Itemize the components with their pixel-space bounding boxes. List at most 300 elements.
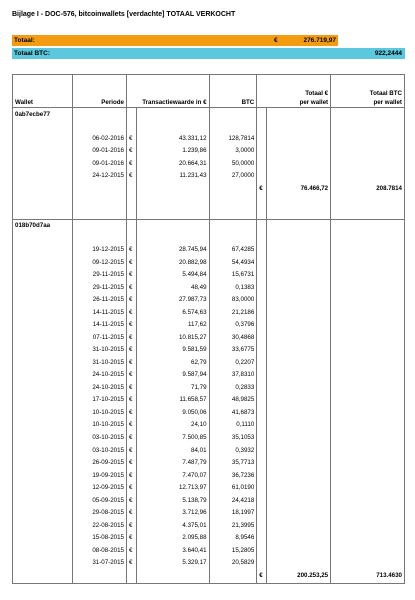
total-eur-label: Totaal: [14,37,35,44]
table-row [13,406,405,419]
empty-cell [267,394,331,407]
euro-symbol: € [127,306,137,319]
empty-cell [13,456,73,469]
empty-cell [209,121,257,132]
transaction-eur: 20.664,31 [136,157,209,170]
empty-cell [13,132,73,145]
header-total-btc-line2: per wallet [373,99,402,107]
empty-cell [257,506,267,519]
empty-cell [257,157,267,170]
transaction-btc: 61,0190 [209,481,257,494]
spacer-row [13,232,405,243]
table-row [13,145,405,158]
table-row [13,519,405,532]
total-eur-currency: € [274,37,278,44]
empty-cell [13,469,73,482]
empty-cell [13,569,73,584]
empty-cell [136,207,209,219]
empty-cell [72,196,126,207]
transaction-date: 19-09-2015 [72,469,126,482]
empty-cell [331,369,405,382]
empty-cell [267,456,331,469]
transaction-eur: 12.713,97 [136,481,209,494]
transaction-date: 14-11-2015 [72,306,126,319]
empty-cell [267,269,331,282]
spacer-row [13,121,405,132]
transaction-eur: 27.987,73 [136,294,209,307]
header-total-eur-line1: Totaal € [305,90,329,98]
transaction-eur: 5.494,84 [136,269,209,282]
empty-cell [257,369,267,382]
empty-cell [13,544,73,557]
empty-cell [267,232,331,243]
empty-cell [257,232,267,243]
table-row [13,331,405,344]
transaction-btc: 21,2186 [209,306,257,319]
euro-symbol: € [127,531,137,544]
transaction-eur: 11.231,43 [136,170,209,183]
transaction-date: 24-10-2015 [72,369,126,382]
empty-cell [209,232,257,243]
table-row [13,356,405,369]
empty-cell [267,157,331,170]
table-row [13,344,405,357]
transaction-btc: 50,0000 [209,157,257,170]
empty-cell [331,519,405,532]
empty-cell [13,281,73,294]
euro-symbol: € [127,544,137,557]
transaction-eur: 7.487,79 [136,456,209,469]
empty-cell [331,132,405,145]
transaction-date: 17-10-2015 [72,394,126,407]
wallet-total-eur: 200.253,25 [267,569,331,584]
transaction-date: 03-10-2015 [72,431,126,444]
empty-cell [267,319,331,332]
transaction-eur: 48,49 [136,281,209,294]
transaction-btc: 37,8310 [209,369,257,382]
table-row [13,531,405,544]
empty-cell [257,132,267,145]
table-row [13,556,405,569]
empty-cell [136,121,209,132]
empty-cell [13,170,73,183]
transaction-btc: 33,6775 [209,344,257,357]
empty-cell [13,494,73,507]
table-row [13,381,405,394]
wallet-table [12,74,405,584]
transaction-eur: 1.239,86 [136,145,209,158]
transaction-btc: 20,5829 [209,556,257,569]
empty-cell [267,170,331,183]
empty-cell [257,207,267,219]
header-btc: BTC [209,75,257,108]
transaction-btc: 0,1383 [209,281,257,294]
empty-cell [13,232,73,243]
euro-symbol: € [127,132,137,145]
empty-cell [267,121,331,132]
empty-cell [257,170,267,183]
transaction-eur: 4.375,01 [136,519,209,532]
wallet-id-row [13,108,405,121]
empty-cell [267,494,331,507]
empty-cell [13,319,73,332]
transaction-date: 22-08-2015 [72,519,126,532]
transaction-eur: 5.138,79 [136,494,209,507]
empty-cell [257,281,267,294]
empty-cell [72,108,126,121]
table-row [13,319,405,332]
empty-cell [257,531,267,544]
empty-cell [72,569,126,584]
table-row [13,506,405,519]
transaction-eur: 28.745,94 [136,244,209,257]
transaction-eur: 7.500,85 [136,431,209,444]
empty-cell [13,394,73,407]
euro-symbol: € [127,556,137,569]
header-total-btc [331,75,405,108]
table-row [13,269,405,282]
transaction-eur: 20.882,98 [136,256,209,269]
euro-symbol: € [127,494,137,507]
empty-cell [136,569,209,584]
empty-cell [331,431,405,444]
empty-cell [257,519,267,532]
wallet-id-row [13,219,405,232]
empty-cell [267,406,331,419]
empty-cell [257,108,267,121]
transaction-date: 24-10-2015 [72,381,126,394]
empty-cell [13,157,73,170]
transaction-eur: 6.574,63 [136,306,209,319]
empty-cell [13,419,73,432]
transaction-eur: 43.331,12 [136,132,209,145]
wallet-total-row [13,182,405,196]
empty-cell [257,469,267,482]
empty-cell [257,145,267,158]
euro-symbol: € [127,331,137,344]
empty-cell [267,481,331,494]
table-row [13,481,405,494]
empty-cell [257,331,267,344]
empty-cell [331,331,405,344]
empty-cell [267,256,331,269]
empty-cell [13,182,73,196]
spacer-row [13,207,405,219]
empty-cell [257,394,267,407]
empty-cell [13,331,73,344]
empty-cell [331,456,405,469]
empty-cell [127,196,137,207]
total-eur-band [12,35,338,46]
total-btc-band [12,48,405,59]
empty-cell [331,256,405,269]
transaction-date: 09-01-2016 [72,157,126,170]
euro-symbol: € [127,444,137,457]
empty-cell [257,444,267,457]
empty-cell [267,356,331,369]
transaction-btc: 0,3796 [209,319,257,332]
header-wallet: Wallet [13,75,73,108]
empty-cell [331,157,405,170]
empty-cell [257,294,267,307]
empty-cell [257,356,267,369]
empty-cell [267,207,331,219]
transaction-eur: 62,79 [136,356,209,369]
empty-cell [13,121,73,132]
empty-cell [13,506,73,519]
transaction-date: 26-11-2015 [72,294,126,307]
empty-cell [13,344,73,357]
wallet-table-body [13,75,405,584]
empty-cell [13,531,73,544]
transaction-btc: 30,4868 [209,331,257,344]
empty-cell [331,281,405,294]
table-row [13,394,405,407]
empty-cell [267,132,331,145]
empty-cell [257,406,267,419]
empty-cell [331,145,405,158]
empty-cell [257,219,267,232]
empty-cell [267,108,331,121]
euro-symbol: € [127,469,137,482]
header-periode: Periode [72,75,126,108]
euro-symbol: € [127,369,137,382]
euro-symbol: € [127,294,137,307]
empty-cell [13,381,73,394]
euro-symbol: € [127,481,137,494]
total-btc-value: 922,2444 [374,50,402,57]
transaction-btc: 3,0000 [209,145,257,158]
empty-cell [257,419,267,432]
euro-symbol: € [127,394,137,407]
empty-cell [331,108,405,121]
empty-cell [13,356,73,369]
empty-cell [209,207,257,219]
empty-cell [267,419,331,432]
empty-cell [267,531,331,544]
empty-cell [331,170,405,183]
transaction-btc: 35,7713 [209,456,257,469]
empty-cell [267,219,331,232]
empty-cell [257,256,267,269]
total-eur-value: 276.719,97 [303,37,336,44]
empty-cell [136,196,209,207]
empty-cell [257,269,267,282]
euro-symbol: € [127,244,137,257]
transaction-btc: 54,4934 [209,256,257,269]
transaction-btc: 24,4218 [209,494,257,507]
empty-cell [267,196,331,207]
transaction-date: 19-12-2015 [72,244,126,257]
empty-cell [257,306,267,319]
transaction-btc: 128,7814 [209,132,257,145]
empty-cell [257,556,267,569]
empty-cell [267,294,331,307]
spacer-row [13,196,405,207]
empty-cell [13,256,73,269]
empty-cell [331,381,405,394]
euro-symbol: € [127,519,137,532]
euro-symbol: € [127,256,137,269]
empty-cell [13,207,73,219]
empty-cell [127,569,137,584]
transaction-date: 31-10-2015 [72,344,126,357]
empty-cell [72,219,126,232]
empty-cell [257,121,267,132]
empty-cell [331,419,405,432]
empty-cell [72,121,126,132]
empty-cell [127,121,137,132]
empty-cell [257,381,267,394]
empty-cell [127,207,137,219]
empty-cell [257,244,267,257]
wallet-total-euro-symbol: € [257,569,267,584]
transaction-btc: 48,9825 [209,394,257,407]
empty-cell [267,244,331,257]
empty-cell [136,182,209,196]
header-transactiewaarde: Transactiewaarde in € [127,75,210,108]
empty-cell [257,196,267,207]
wallet-total-eur: 76.466,72 [267,182,331,196]
table-header-row [13,75,405,108]
transaction-btc: 27,0000 [209,170,257,183]
transaction-eur: 7.470,07 [136,469,209,482]
transaction-btc: 18,1997 [209,506,257,519]
table-row [13,244,405,257]
transaction-date: 07-11-2015 [72,331,126,344]
empty-cell [13,196,73,207]
empty-cell [209,196,257,207]
euro-symbol: € [127,456,137,469]
table-row [13,294,405,307]
empty-cell [331,506,405,519]
transaction-date: 08-08-2015 [72,544,126,557]
empty-cell [13,294,73,307]
transaction-date: 31-10-2015 [72,356,126,369]
empty-cell [267,381,331,394]
empty-cell [72,182,126,196]
transaction-btc: 0,1110 [209,419,257,432]
empty-cell [267,469,331,482]
wallet-total-euro-symbol: € [257,182,267,196]
transaction-btc: 36,7236 [209,469,257,482]
empty-cell [331,196,405,207]
empty-cell [257,431,267,444]
transaction-eur: 5.329,17 [136,556,209,569]
euro-symbol: € [127,381,137,394]
empty-cell [13,269,73,282]
empty-cell [257,481,267,494]
table-row [13,369,405,382]
empty-cell [331,207,405,219]
euro-symbol: € [127,145,137,158]
header-total-eur-line2: per wallet [299,99,329,107]
empty-cell [331,219,405,232]
table-row [13,444,405,457]
euro-symbol: € [127,281,137,294]
empty-cell [331,531,405,544]
table-row [13,256,405,269]
empty-cell [267,281,331,294]
empty-cell [267,431,331,444]
transaction-btc: 67,4285 [209,244,257,257]
transaction-eur: 84,01 [136,444,209,457]
empty-cell [267,506,331,519]
euro-symbol: € [127,170,137,183]
empty-cell [136,219,209,232]
transaction-date: 09-12-2015 [72,256,126,269]
empty-cell [13,556,73,569]
transaction-eur: 2.095,88 [136,531,209,544]
transaction-btc: 41,6873 [209,406,257,419]
empty-cell [72,207,126,219]
transaction-btc: 21,3995 [209,519,257,532]
empty-cell [267,306,331,319]
transaction-btc: 8,9546 [209,531,257,544]
transaction-date: 03-10-2015 [72,444,126,457]
empty-cell [209,569,257,584]
euro-symbol: € [127,356,137,369]
table-row [13,306,405,319]
empty-cell [13,519,73,532]
empty-cell [331,556,405,569]
empty-cell [136,108,209,121]
empty-cell [127,108,137,121]
transaction-date: 10-10-2015 [72,406,126,419]
euro-symbol: € [127,319,137,332]
wallet-id: 0ab7ecbe77 [13,108,73,121]
transaction-date: 12-09-2015 [72,481,126,494]
empty-cell [331,406,405,419]
document-title: Bijlage I - DOC-576, bitcoinwallets [verdachte] TOTAAL VERKOCHT [12,11,236,18]
empty-cell [267,331,331,344]
euro-symbol: € [127,419,137,432]
empty-cell [267,369,331,382]
transaction-eur: 9.581,59 [136,344,209,357]
wallet-total-btc: 208.7814 [331,182,405,196]
euro-symbol: € [127,157,137,170]
empty-cell [257,456,267,469]
euro-symbol: € [127,431,137,444]
transaction-date: 29-11-2015 [72,281,126,294]
empty-cell [127,182,137,196]
transaction-date: 06-02-2016 [72,132,126,145]
empty-cell [331,121,405,132]
empty-cell [331,494,405,507]
empty-cell [331,319,405,332]
transaction-btc: 0,2207 [209,356,257,369]
empty-cell [13,306,73,319]
table-row [13,494,405,507]
transaction-eur: 71,79 [136,381,209,394]
empty-cell [13,244,73,257]
empty-cell [136,232,209,243]
transaction-eur: 24,10 [136,419,209,432]
transaction-eur: 3.640,41 [136,544,209,557]
euro-symbol: € [127,344,137,357]
transaction-btc: 83,0000 [209,294,257,307]
transaction-btc: 15,6731 [209,269,257,282]
total-btc-label: Totaal BTC: [14,50,50,57]
table-row [13,469,405,482]
transaction-date: 10-10-2015 [72,419,126,432]
table-row [13,431,405,444]
empty-cell [331,394,405,407]
transaction-eur: 117,62 [136,319,209,332]
wallet-total-btc: 713.4630 [331,569,405,584]
empty-cell [13,369,73,382]
empty-cell [257,344,267,357]
